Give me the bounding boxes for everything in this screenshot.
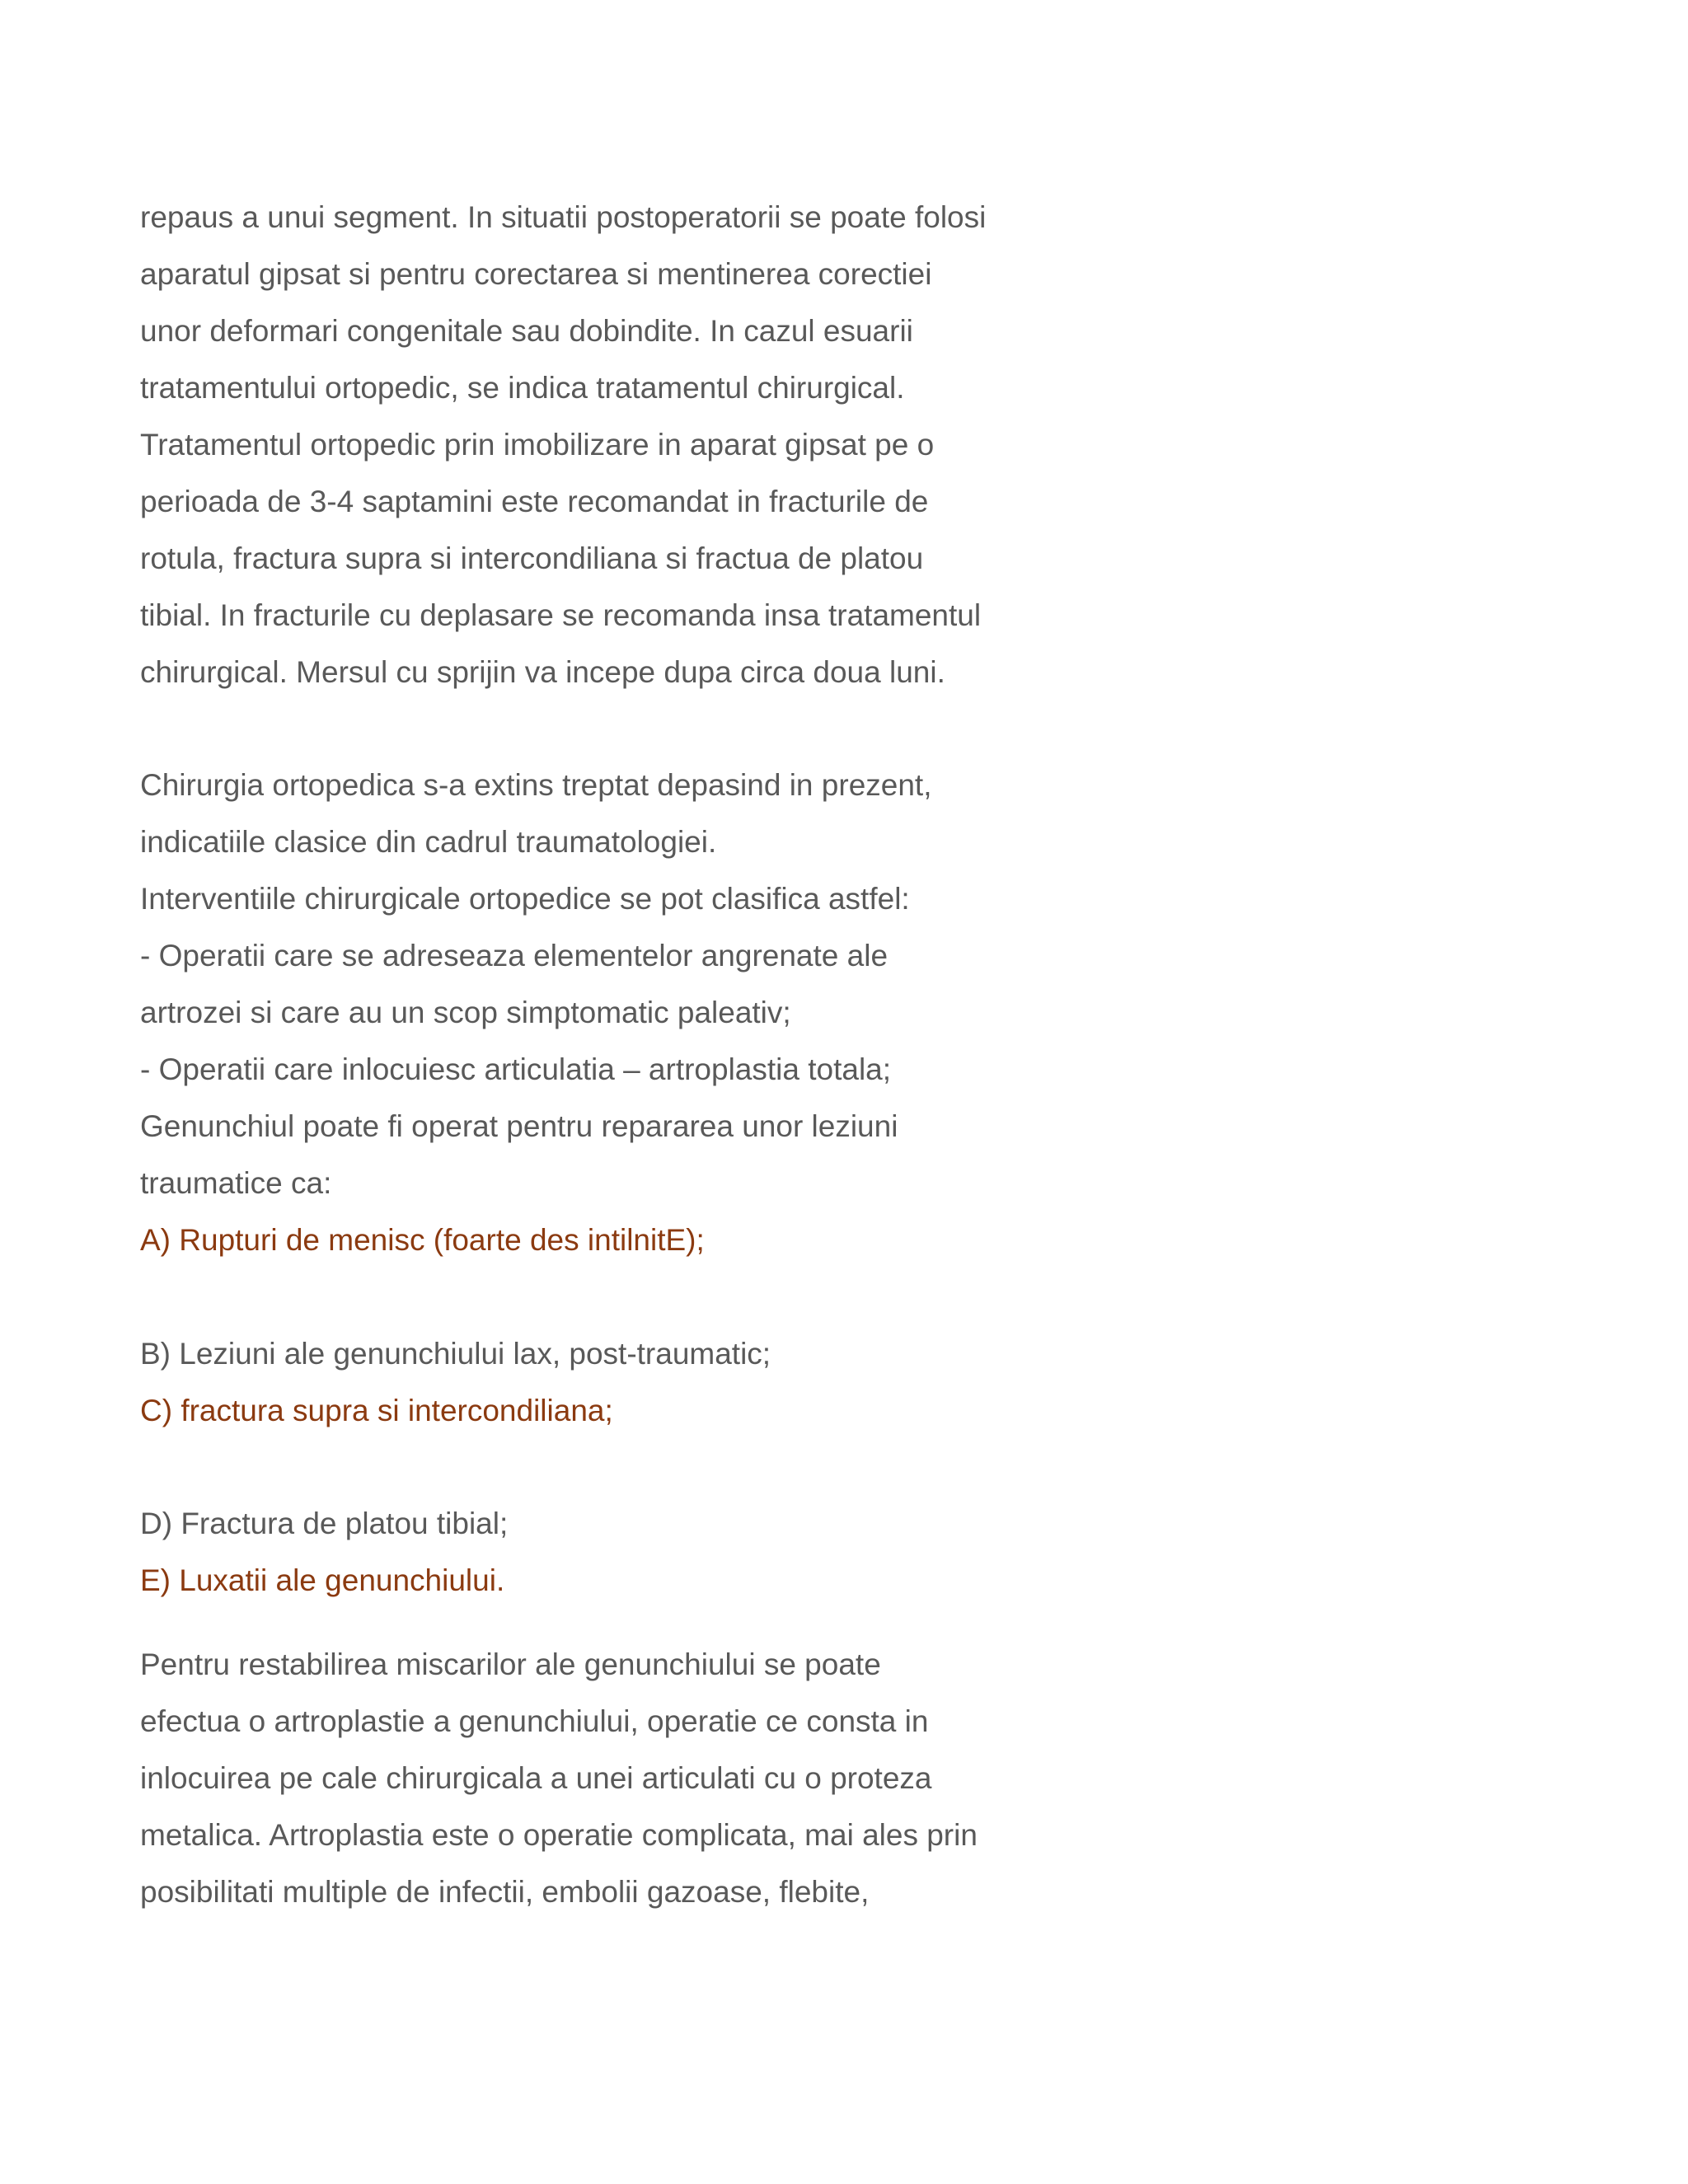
list-item-dash: - Operatii care se adreseaza elementelor angrenate ale [140, 939, 889, 972]
text-line: perioada de 3-4 saptamini este recomandat in fracturile de [140, 485, 929, 518]
text-line: inlocuirea pe cale chirurgicala a unei articulati cu o proteza [140, 1761, 932, 1795]
text-line: artrozei si care au un scop simptomatic paleativ; [140, 996, 791, 1029]
text-line: rotula, fractura supra si intercondiliana si fractua de platou [140, 541, 924, 575]
text-line: Tratamentul ortopedic prin imobilizare in aparat gipsat pe o [140, 428, 935, 462]
paragraph-list-de [140, 1495, 1212, 1609]
list-item-b: B) Leziuni ale genunchiului lax, post-traumatic; [140, 1337, 771, 1371]
list-item-c: C) fractura supra si intercondiliana; [140, 1394, 613, 1427]
text-line: efectua o artroplastie a genunchiului, operatie ce consta in [140, 1704, 929, 1738]
text-line: unor deformari congenitale sau dobindite. In cazul esuarii [140, 314, 913, 348]
text-line: Pentru restabilirea miscarilor ale genunchiului se poate [140, 1647, 881, 1681]
text-line: Genunchiul poate fi operat pentru repararea unor leziuni [140, 1109, 898, 1143]
paragraph-arthroplasty [140, 1636, 1212, 1920]
list-item-d: D) Fractura de platou tibial; [140, 1507, 509, 1540]
text-line: repaus a unui segment. In situatii postoperatorii se poate folosi [140, 200, 987, 234]
text-line: chirurgical. Mersul cu sprijin va incepe dupa circa doua luni. [140, 655, 945, 689]
text-line: Interventiile chirurgicale ortopedice se pot clasifica astfel: [140, 882, 910, 916]
text-line: indicatiile clasice din cadrul traumatologiei. [140, 825, 717, 859]
paragraph-treatment [140, 189, 1212, 701]
text-line: tratamentului ortopedic, se indica tratamentul chirurgical. [140, 371, 905, 405]
paragraph-orthopedic-surgery [140, 757, 1212, 1268]
text-line: posibilitati multiple de infectii, embolii gazoase, flebite, [140, 1875, 870, 1909]
list-item-a: A) Rupturi de menisc (foarte des intilnitE); [140, 1223, 705, 1257]
paragraph-list-bc [140, 1325, 1212, 1439]
text-line: tibial. In fracturile cu deplasare se recomanda insa tratamentul [140, 598, 982, 632]
text-line: traumatice ca: [140, 1166, 332, 1200]
text-line: metalica. Artroplastia este o operatie complicata, mai ales prin [140, 1818, 978, 1852]
list-item-e: E) Luxatii ale genunchiului. [140, 1563, 505, 1597]
text-line: aparatul gipsat si pentru corectarea si mentinerea corectiei [140, 257, 932, 291]
text-line: Chirurgia ortopedica s-a extins treptat depasind in prezent, [140, 768, 932, 802]
list-item-dash: - Operatii care inlocuiesc articulatia – artroplastia totala; [140, 1052, 892, 1086]
